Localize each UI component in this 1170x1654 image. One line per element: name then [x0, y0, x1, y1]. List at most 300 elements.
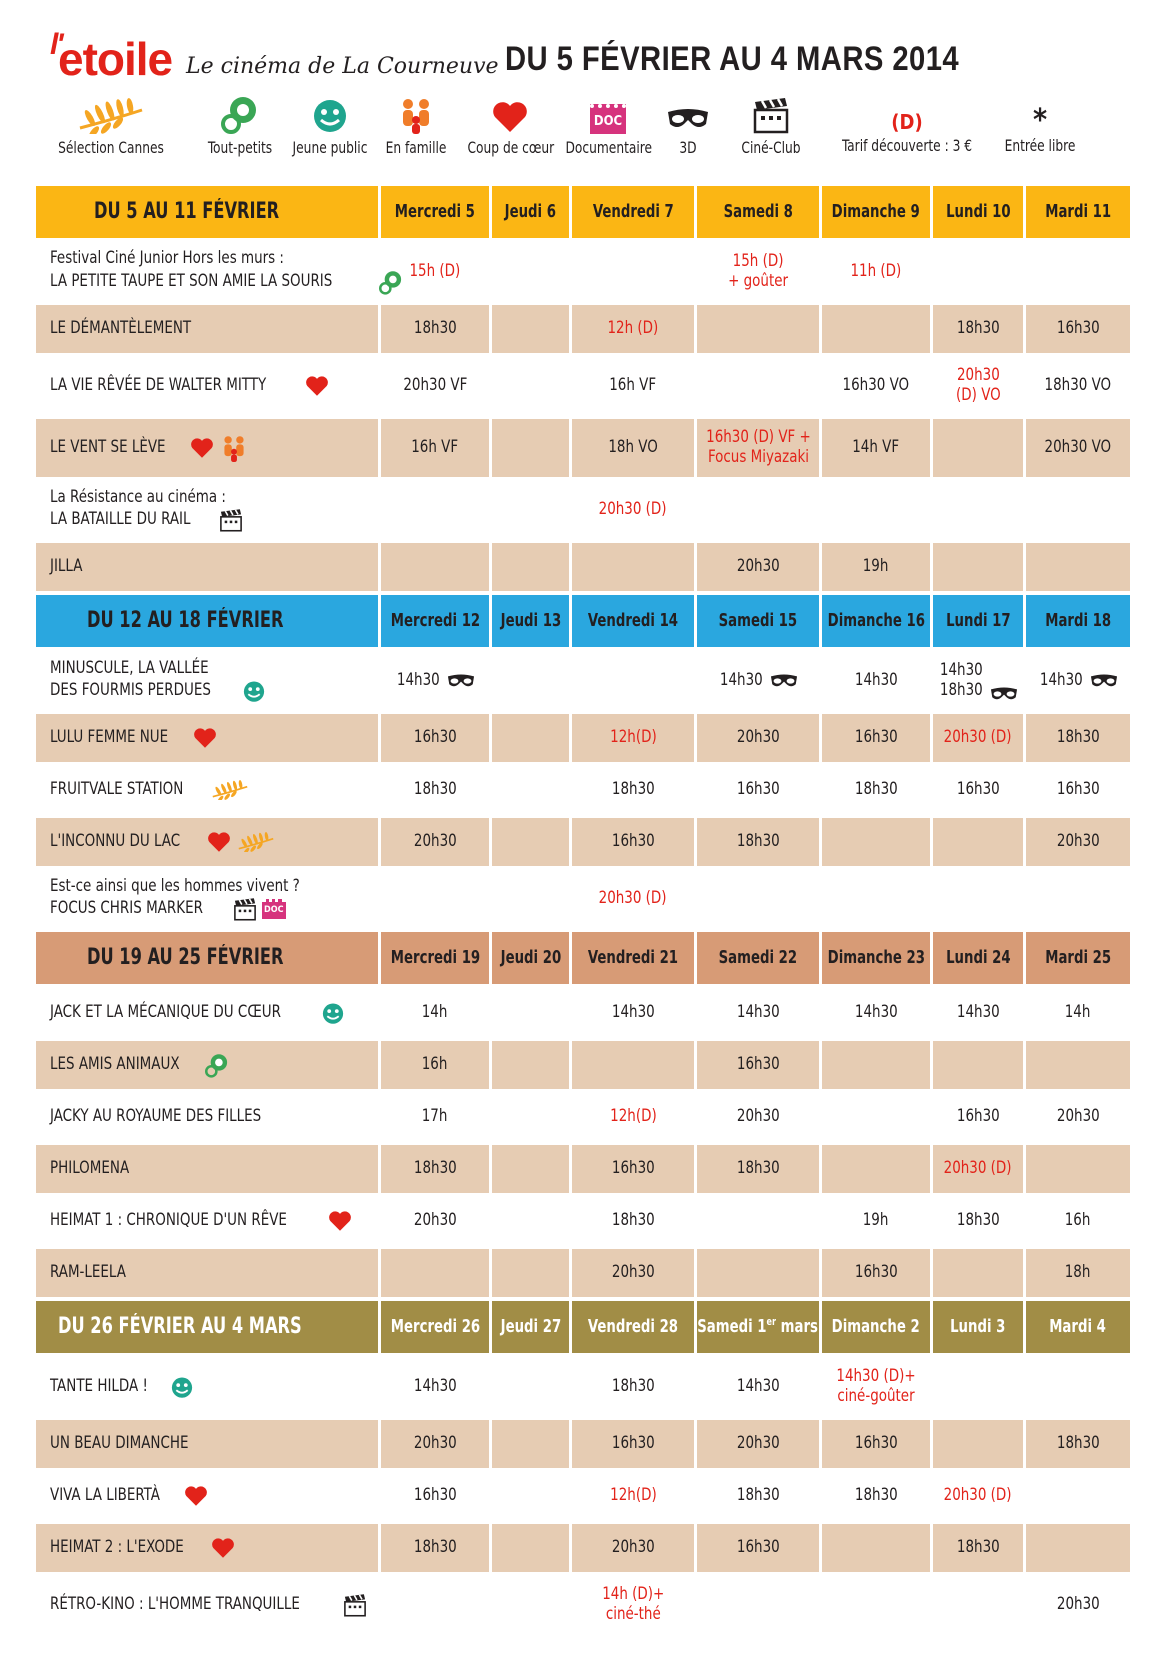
film-row [36, 543, 1136, 591]
showtime-cell [572, 1576, 694, 1634]
film-row [36, 1472, 1136, 1520]
showtime-cell [1026, 766, 1130, 814]
heart-icon [189, 437, 215, 459]
legend-jeune-public: Jeune public [280, 92, 380, 157]
showtime: 18h [1065, 1262, 1091, 1283]
showtime: 16h [422, 1054, 448, 1075]
showtime-cell [697, 1093, 819, 1141]
showtime: 15h (D) [409, 261, 461, 282]
film-title: JILLA [36, 543, 378, 591]
showtime-cell [933, 1249, 1023, 1297]
showtime-cell [933, 481, 1023, 539]
showtime: 16h30 [611, 1158, 655, 1179]
showtime: 20h30 [1056, 1594, 1100, 1615]
showtime-cell [822, 243, 930, 301]
showtime-cell [1026, 818, 1130, 866]
film-row [36, 357, 1136, 415]
showtime-cell [1026, 714, 1130, 762]
showtime-cell [572, 714, 694, 762]
showtime: 14h VF [852, 437, 900, 458]
showtime-cell [697, 714, 819, 762]
day-header: Samedi 8 [697, 186, 819, 238]
film-title: L'INCONNU DU LAC [36, 818, 378, 866]
showtime-cell [697, 766, 819, 814]
showtime-cell [822, 989, 930, 1037]
showtime: 20h30 [413, 1433, 457, 1454]
showtime: 18h30 [413, 1537, 457, 1558]
showtime-cell [1026, 1420, 1130, 1468]
legend-en-famille: En famille [376, 92, 456, 157]
day-header: Mardi 4 [1026, 1301, 1130, 1353]
showtime-cell [492, 1145, 569, 1193]
film-title: LE VENT SE LÈVE [36, 419, 378, 477]
showtime-cell [1026, 1472, 1130, 1520]
showtime: 16h VF [411, 437, 459, 458]
showtime-cell [492, 1576, 569, 1634]
legend-cannes: Sélection Cannes [46, 92, 176, 157]
showtime-cell [822, 305, 930, 353]
film-row [36, 1041, 1136, 1089]
showtime-cell [572, 1093, 694, 1141]
showtime-cell [492, 543, 569, 591]
showtime-cell [381, 1249, 489, 1297]
showtime-cell [822, 1472, 930, 1520]
showtime-cell [572, 419, 694, 477]
palm-icon [76, 98, 146, 134]
film-title: LES AMIS ANIMAUX [36, 1041, 378, 1089]
day-header: Mercredi 26 [381, 1301, 489, 1353]
showtime: 18h30 [413, 1158, 457, 1179]
showtime-cell [697, 543, 819, 591]
showtime-cell [822, 1358, 930, 1416]
showtime-cell [697, 1041, 819, 1089]
showtime-cell [572, 357, 694, 415]
showtime-cell [697, 1524, 819, 1572]
showtime-cell [381, 818, 489, 866]
film-title: VIVA LA LIBERTÀ [36, 1472, 378, 1520]
showtime-cell [492, 1524, 569, 1572]
showtime: 18h30 [854, 1485, 898, 1506]
smiley-icon [320, 1001, 346, 1025]
film-row [36, 305, 1136, 353]
showtime: 18h VO [608, 437, 658, 458]
day-header: Samedi 15 [697, 595, 819, 647]
day-header: Lundi 10 [933, 186, 1023, 238]
film-row [36, 652, 1136, 710]
film-title: PHILOMENA [36, 1145, 378, 1193]
showtime-cell [1026, 419, 1130, 477]
showtime-cell [1026, 1145, 1130, 1193]
showtime: 18h30 [611, 1376, 655, 1397]
legend-documentaire: DOC Documentaire [558, 92, 658, 157]
showtime: 19h [863, 556, 889, 577]
showtime-cell [933, 1472, 1023, 1520]
showtime: 14h30 [956, 1002, 1000, 1023]
showtime-cell [697, 989, 819, 1037]
film-row [36, 1524, 1136, 1572]
showtime: 18h30 [956, 1537, 1000, 1558]
showtime-cell [492, 818, 569, 866]
showtime: 16h30 [611, 1433, 655, 1454]
showtime-cell [572, 1524, 694, 1572]
clapperboard-icon [232, 897, 258, 921]
legend-entree-libre: * Entrée libre [1004, 103, 1076, 155]
smiley-icon [241, 679, 267, 703]
showtime: 18h30 [956, 318, 1000, 339]
day-header: Dimanche 2 [822, 1301, 930, 1353]
film-title: HEIMAT 2 : L'EXODE [36, 1524, 378, 1572]
clapperboard-icon [218, 508, 244, 532]
showtime-cell [933, 989, 1023, 1037]
showtime: 12h(D) [609, 1106, 657, 1127]
showtime-cell [822, 766, 930, 814]
showtime: 14h30 18h30 [940, 660, 983, 700]
palm-icon [210, 780, 250, 800]
showtime-cell [572, 481, 694, 539]
family-icon [219, 434, 249, 462]
showtime-cell [1026, 870, 1130, 928]
showtime: 14h30 [736, 1376, 780, 1397]
showtime: 20h30 [611, 1537, 655, 1558]
showtime-cell [933, 419, 1023, 477]
doc-icon: DOC [590, 104, 626, 134]
showtime-cell [822, 714, 930, 762]
showtime-cell [1026, 543, 1130, 591]
showtime: 20h30 [736, 556, 780, 577]
showtime-cell [492, 1420, 569, 1468]
legend-cine-club: Ciné-Club [726, 92, 816, 157]
showtime: 16h30 [736, 1054, 780, 1075]
week-title: DU 5 AU 11 FÉVRIER [36, 186, 378, 238]
page-header: l' etoile Le cinéma de La Courneuve DU 5 FÉVRIER AU 4 MARS 2014 [50, 28, 960, 85]
showtime: 20h30 [736, 727, 780, 748]
pacifier-icon [221, 94, 259, 134]
showtime-cell [822, 357, 930, 415]
showtime: 14h30 [720, 670, 763, 691]
showtime-cell [822, 870, 930, 928]
showtime-cell [933, 1197, 1023, 1245]
showtime: 18h30 [736, 1485, 780, 1506]
film-row [36, 1197, 1136, 1245]
film-title: LE DÉMANTÈLEMENT [36, 305, 378, 353]
showtime: 20h30 [736, 1433, 780, 1454]
clapperboard-icon [751, 96, 791, 134]
day-header: Jeudi 13 [492, 595, 569, 647]
showtime: 16h [1065, 1210, 1091, 1231]
film-row [36, 419, 1136, 477]
showtime: 14h (D)+ ciné-thé [601, 1584, 665, 1624]
showtime: 20h30 [413, 831, 457, 852]
day-header: Dimanche 9 [822, 186, 930, 238]
showtime-cell [1026, 1249, 1130, 1297]
showtime: 16h30 [611, 831, 655, 852]
showtime-cell [572, 1472, 694, 1520]
showtime-cell [933, 357, 1023, 415]
showtime-cell [697, 1358, 819, 1416]
film-row [36, 1358, 1136, 1416]
showtime-cell [572, 305, 694, 353]
day-header: Samedi 1er mars [697, 1301, 819, 1353]
program-date-range: DU 5 FÉVRIER AU 4 MARS 2014 [505, 40, 960, 78]
showtime-cell [492, 1472, 569, 1520]
week-header-row [36, 186, 1136, 238]
week-title: DU 19 AU 25 FÉVRIER [36, 932, 378, 984]
3d-glasses-icon [665, 104, 711, 134]
showtime-cell [697, 818, 819, 866]
legend-tarif-decouverte: (D) Tarif découverte : 3 € [841, 110, 973, 155]
doc-icon: DOC [262, 899, 286, 919]
cinema-tagline: Le cinéma de La Courneuve [186, 54, 499, 79]
showtime: 20h30 (D) [599, 888, 667, 909]
film-row [36, 1576, 1136, 1634]
showtime-cell [492, 989, 569, 1037]
3d-glasses-icon [1089, 671, 1119, 691]
showtime-cell [822, 1576, 930, 1634]
showtime-cell [381, 1576, 489, 1634]
showtime: 20h30 [1056, 1106, 1100, 1127]
showtime-cell [697, 870, 819, 928]
showtime-cell [1026, 481, 1130, 539]
star-icon: * [1032, 103, 1048, 138]
week-header-row [36, 932, 1136, 984]
showtime-cell [572, 1197, 694, 1245]
showtime: 14h [422, 1002, 448, 1023]
showtime: 18h30 [413, 779, 457, 800]
film-title: RAM-LEELA [36, 1249, 378, 1297]
icon-legend [40, 92, 1140, 164]
showtime-cell [1026, 305, 1130, 353]
showtime: 16h30 [736, 1537, 780, 1558]
showtime-cell [697, 1197, 819, 1245]
film-title: RÉTRO-KINO : L'HOMME TRANQUILLE [36, 1576, 378, 1634]
week-header-row [36, 1301, 1136, 1353]
showtime-cell [492, 305, 569, 353]
3d-glasses-icon [989, 684, 1019, 704]
showtime-cell [1026, 1041, 1130, 1089]
day-header: Dimanche 23 [822, 932, 930, 984]
showtime: 14h30 [413, 1376, 457, 1397]
showtime-cell [933, 1041, 1023, 1089]
showtime-cell [822, 419, 930, 477]
film-title: Festival Ciné Junior Hors les murs : LA PETITE TAUPE ET SON AMIE LA SOURIS [36, 243, 378, 301]
showtime: 18h30 [1056, 727, 1100, 748]
showtime: 20h30 [1056, 831, 1100, 852]
film-row [36, 766, 1136, 814]
showtime: 18h30 [611, 779, 655, 800]
showtime: 20h30 (D) [944, 1158, 1012, 1179]
showtime-cell [381, 419, 489, 477]
day-header: Lundi 3 [933, 1301, 1023, 1353]
showtime: 19h [863, 1210, 889, 1231]
showtime-cell [933, 543, 1023, 591]
showtime: 20h30 VF [402, 375, 467, 396]
showtime-cell [1026, 357, 1130, 415]
showtime-cell [697, 357, 819, 415]
showtime: 16h30 [413, 1485, 457, 1506]
showtime-cell [697, 1576, 819, 1634]
showtime-cell [697, 1145, 819, 1193]
showtime-cell [381, 543, 489, 591]
showtime-cell [572, 1358, 694, 1416]
clapperboard-icon [342, 1593, 368, 1617]
showtime-cell [492, 1249, 569, 1297]
showtime-cell [572, 1420, 694, 1468]
legend-tout-petits: Tout-petits [190, 92, 290, 157]
showtime: 20h30 (D) VO [955, 365, 1001, 405]
film-title: JACK ET LA MÉCANIQUE DU CŒUR [36, 989, 378, 1037]
showtime: 16h30 [854, 727, 898, 748]
showtime-cell [492, 481, 569, 539]
showtime-cell [697, 481, 819, 539]
day-header: Mardi 25 [1026, 932, 1130, 984]
heart-icon [183, 1485, 209, 1507]
heart-icon [327, 1210, 353, 1232]
film-row [36, 870, 1136, 928]
film-title: JACKY AU ROYAUME DES FILLES [50, 1106, 262, 1127]
showtime-cell [1026, 1197, 1130, 1245]
showtime: 18h30 [956, 1210, 1000, 1231]
showtime-cell [933, 870, 1023, 928]
pacifier-icon [205, 1052, 229, 1078]
showtime: 16h30 [736, 779, 780, 800]
film-title: LULU FEMME NUE [36, 714, 378, 762]
day-header: Mardi 18 [1026, 595, 1130, 647]
showtime-cell [572, 818, 694, 866]
3d-glasses-icon [769, 671, 799, 691]
day-header: Samedi 22 [697, 932, 819, 984]
heart-icon [210, 1537, 236, 1559]
showtime: 16h30 [854, 1262, 898, 1283]
week-title: DU 12 AU 18 FÉVRIER [36, 595, 378, 647]
heart-icon [192, 727, 218, 749]
showtime-cell [933, 243, 1023, 301]
film-title: TANTE HILDA ! [36, 1358, 378, 1416]
showtime-cell [381, 1093, 489, 1141]
3d-glasses-icon [446, 671, 476, 691]
showtime-cell [697, 1249, 819, 1297]
tarif-mark: (D) [891, 110, 923, 134]
showtime-cell [697, 305, 819, 353]
showtime: 18h30 VO [1044, 375, 1112, 396]
film-row [36, 1093, 1136, 1141]
showtime-cell [572, 652, 694, 710]
legend-3d: 3D [658, 92, 718, 157]
heart-icon [206, 831, 232, 853]
showtime-cell [572, 1249, 694, 1297]
showtime: 20h30 (D) [944, 727, 1012, 748]
showtime: 14h30 [611, 1002, 655, 1023]
showtime: 18h30 [611, 1210, 655, 1231]
film-row [36, 1420, 1136, 1468]
showtime: 16h30 [1056, 779, 1100, 800]
showtime: 14h30 [854, 670, 898, 691]
showtime-cell [381, 1420, 489, 1468]
showtime: 14h30 [1040, 670, 1083, 691]
day-header: Lundi 17 [933, 595, 1023, 647]
showtime: 18h30 [1056, 1433, 1100, 1454]
showtime-cell [492, 652, 569, 710]
palm-icon [236, 832, 276, 852]
showtime-cell [492, 243, 569, 301]
showtime-cell [1026, 652, 1130, 710]
showtime-cell [822, 1093, 930, 1141]
showtime: 12h(D) [609, 1485, 657, 1506]
showtime-cell [572, 1145, 694, 1193]
showtime: 16h30 (D) VF + Focus Miyazaki [705, 427, 811, 467]
showtime-cell [381, 1472, 489, 1520]
showtime-cell [492, 1041, 569, 1089]
film-title: HEIMAT 1 : CHRONIQUE D'UN RÊVE [36, 1197, 378, 1245]
showtime: 14h30 [854, 1002, 898, 1023]
showtime: 18h30 [736, 831, 780, 852]
showtime-cell [822, 1145, 930, 1193]
showtime-cell [822, 1249, 930, 1297]
showtime-cell [822, 1524, 930, 1572]
showtime-cell [381, 870, 489, 928]
showtime: 11h (D) [850, 261, 902, 282]
showtime: 20h30 [611, 1262, 655, 1283]
film-row [36, 1249, 1136, 1297]
showtime-cell [492, 1093, 569, 1141]
showtime: 20h30 VO [1044, 437, 1112, 458]
showtime: 16h30 [956, 779, 1000, 800]
showtime: 18h30 [854, 779, 898, 800]
showtime-cell [492, 766, 569, 814]
legend-coup-de-coeur: Coup de cœur [460, 92, 560, 157]
showtime-cell [381, 652, 489, 710]
showtime: 16h30 [956, 1106, 1000, 1127]
day-header: Vendredi 21 [572, 932, 694, 984]
showtime-cell [381, 714, 489, 762]
showtime-cell [381, 305, 489, 353]
showtime-cell [822, 481, 930, 539]
showtime: 14h [1065, 1002, 1091, 1023]
film-title: LA VIE RÊVÉE DE WALTER MITTY [36, 357, 378, 415]
showtime-cell [492, 419, 569, 477]
film-row [36, 243, 1136, 301]
showtime: 20h30 [736, 1106, 780, 1127]
showtime: 12h(D) [609, 727, 657, 748]
showtime-cell [381, 243, 489, 301]
showtime-cell [933, 652, 1023, 710]
showtime-cell [381, 1197, 489, 1245]
showtime-cell [572, 989, 694, 1037]
showtime-cell [822, 1420, 930, 1468]
day-header: Mercredi 12 [381, 595, 489, 647]
showtime-cell [697, 1420, 819, 1468]
film-row [36, 989, 1136, 1037]
showtime-cell [1026, 1358, 1130, 1416]
showtime-cell [492, 1197, 569, 1245]
day-header: Mercredi 5 [381, 186, 489, 238]
showtime-cell [1026, 1524, 1130, 1572]
film-row [36, 818, 1136, 866]
day-header: Dimanche 16 [822, 595, 930, 647]
film-title: Est-ce ainsi que les hommes vivent ? FOCUS CHRIS MARKER DOC [36, 870, 378, 928]
day-header: Mercredi 19 [381, 932, 489, 984]
showtime-cell [381, 1524, 489, 1572]
film-row [36, 1145, 1136, 1193]
schedule-table [36, 186, 1136, 1638]
family-icon [396, 96, 436, 134]
showtime: 15h (D) + goûter [728, 251, 788, 291]
showtime: 16h30 [1056, 318, 1100, 339]
showtime-cell [697, 1472, 819, 1520]
showtime: 14h30 [736, 1002, 780, 1023]
week-header-row [36, 595, 1136, 647]
film-title: MINUSCULE, LA VALLÉE DES FOURMIS PERDUES [36, 652, 378, 710]
showtime-cell [381, 481, 489, 539]
